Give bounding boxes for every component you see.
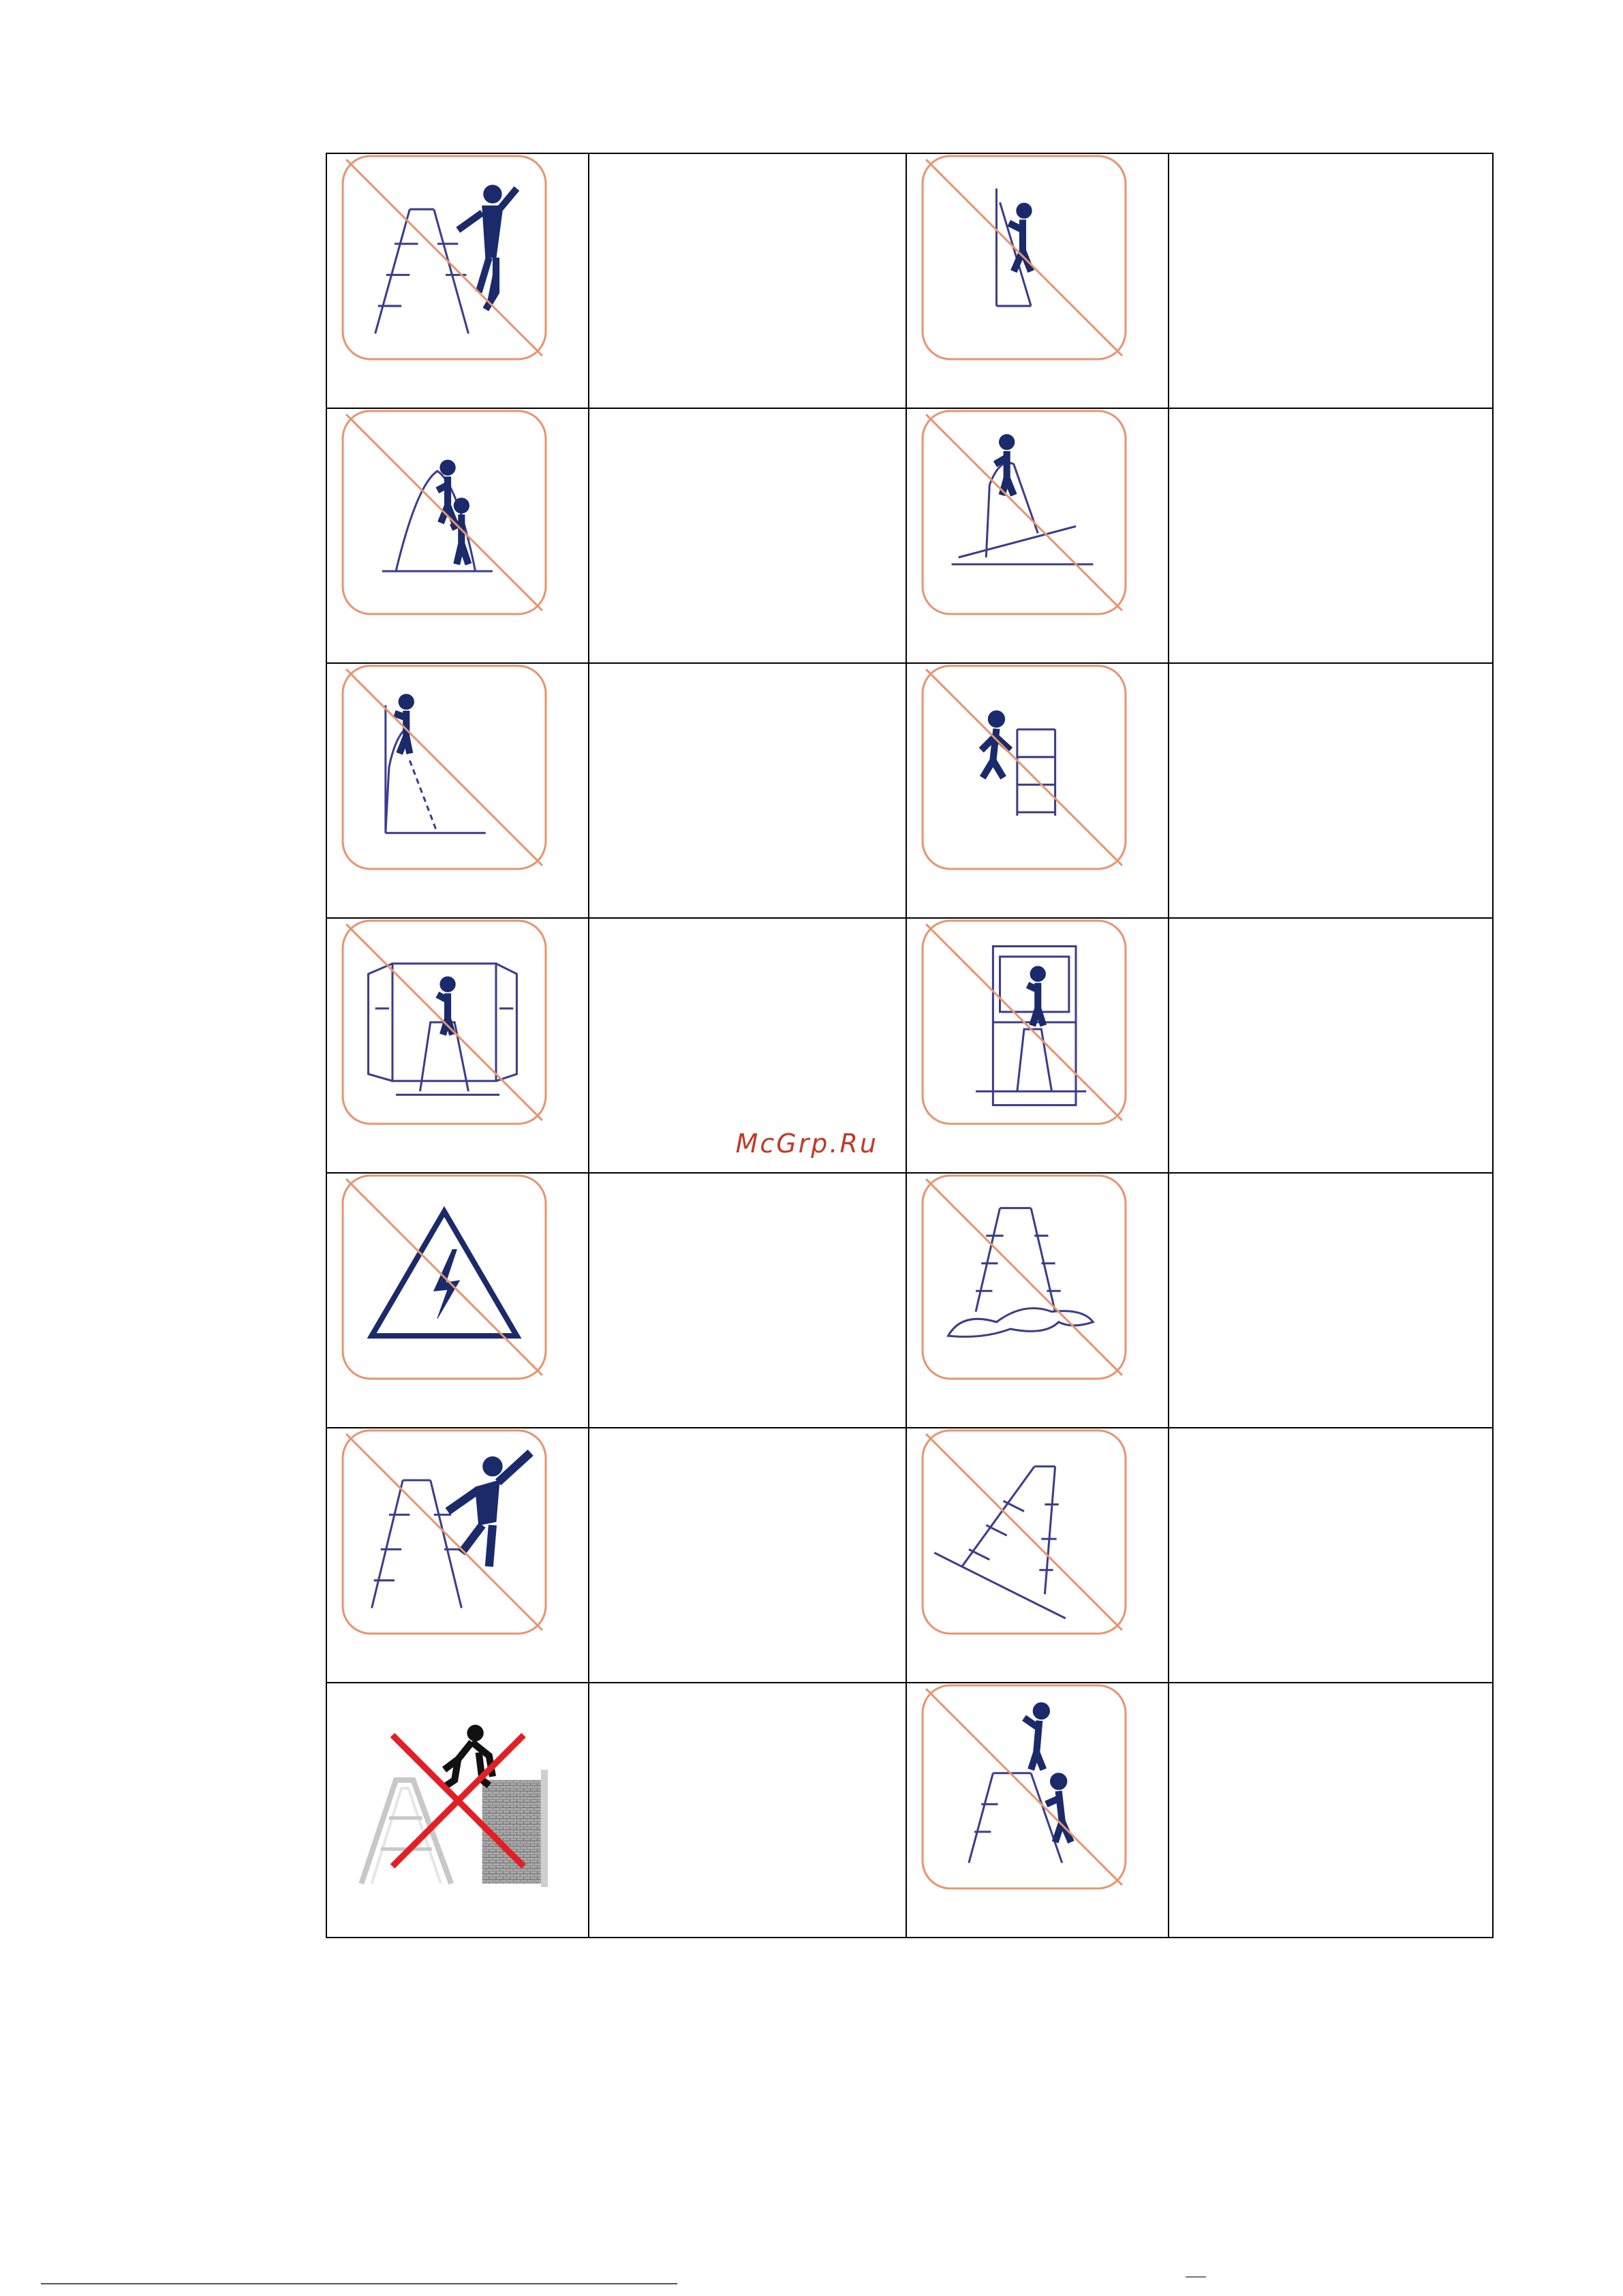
footer-mark [1186, 2276, 1206, 2282]
table-row [326, 1683, 1493, 1938]
icon-cell [906, 918, 1169, 1173]
description-cell [589, 1683, 906, 1938]
no-stepping-onto-wall-icon [341, 1683, 548, 1891]
no-electrical-hazard-icon [341, 1174, 548, 1381]
description-cell [1169, 663, 1493, 918]
icon-cell [326, 663, 589, 918]
icon-cell [906, 663, 1169, 918]
icon-cell [906, 153, 1169, 408]
no-window-frame-icon [921, 919, 1128, 1126]
no-two-persons-climbing-icon [921, 1683, 1128, 1891]
description-cell [1169, 918, 1493, 1173]
icon-cell [326, 918, 589, 1173]
no-climbing-folded-ladder-icon [921, 154, 1128, 361]
no-two-persons-icon [341, 409, 548, 616]
no-overreaching-icon [341, 1428, 548, 1636]
no-stepping-sideways-icon [921, 664, 1128, 871]
footer-rule [41, 2283, 677, 2284]
description-cell [1169, 408, 1493, 663]
no-uneven-ground-icon [921, 409, 1128, 616]
description-cell [1169, 153, 1493, 408]
no-slippery-surface-icon [921, 1174, 1128, 1381]
icon-cell [906, 1683, 1169, 1938]
safety-pictogram-table [326, 153, 1494, 1938]
icon-cell [906, 1428, 1169, 1683]
description-cell [589, 153, 906, 408]
watermark: McGrp.Ru [735, 1129, 878, 1159]
table-row [326, 1428, 1493, 1683]
table-row [326, 153, 1493, 408]
icon-cell [326, 1173, 589, 1428]
description-cell [589, 918, 906, 1173]
no-leaning-sideways-icon [341, 154, 548, 361]
description-cell [1169, 1173, 1493, 1428]
description-cell [589, 408, 906, 663]
no-window-open-icon [341, 919, 548, 1126]
no-climbing-top-icon [341, 664, 548, 871]
icon-cell [326, 408, 589, 663]
icon-cell [326, 153, 589, 408]
icon-cell [326, 1683, 589, 1938]
icon-cell [326, 1428, 589, 1683]
description-cell [1169, 1428, 1493, 1683]
table-row [326, 663, 1493, 918]
table-row [326, 408, 1493, 663]
description-cell [589, 663, 906, 918]
description-cell [589, 1428, 906, 1683]
icon-cell [906, 408, 1169, 663]
table-row [326, 1173, 1493, 1428]
description-cell [1169, 1683, 1493, 1938]
table-row [326, 918, 1493, 1173]
no-sloped-ground-icon [921, 1428, 1128, 1636]
icon-cell [906, 1173, 1169, 1428]
description-cell [589, 1173, 906, 1428]
